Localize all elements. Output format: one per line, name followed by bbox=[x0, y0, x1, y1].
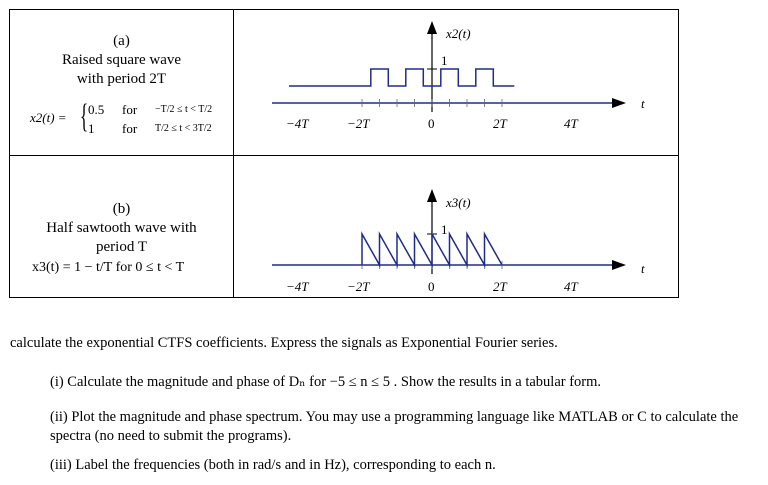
row1-tick-label-0: −4T bbox=[286, 116, 309, 131]
row1-label: (a) bbox=[113, 33, 130, 49]
row1-brace: { bbox=[80, 98, 89, 135]
row1-axis-var: t bbox=[641, 96, 645, 111]
sawtooth-wave-trace bbox=[362, 234, 502, 265]
row2-amp-axis-arrow bbox=[427, 189, 437, 202]
square-wave-plot bbox=[234, 10, 679, 155]
row1-title-line2: with period 2T bbox=[76, 71, 167, 87]
row2-formula: x3(t) = 1 − t/T for 0 ≤ t < T bbox=[32, 260, 185, 275]
row2-time-axis-arrow bbox=[612, 260, 626, 270]
row1-case2-for: for bbox=[122, 121, 138, 136]
row1-tick-label-4: 4T bbox=[564, 116, 578, 131]
row1-plot-label: x2(t) bbox=[446, 26, 471, 41]
square-wave-trace bbox=[289, 69, 514, 86]
row2-tick-label-0: −4T bbox=[286, 279, 309, 294]
row1-title-line1: Raised square wave bbox=[61, 52, 182, 68]
question-item-2 bbox=[50, 408, 765, 446]
row2-tick-label-3: 2T bbox=[493, 279, 507, 294]
row1-case2-cond: T/2 ≤ t < 3T/2 bbox=[155, 123, 212, 134]
row1-formula-lhs: x2(t) = bbox=[30, 110, 67, 125]
row2-title-line2: period T bbox=[96, 239, 147, 255]
row2-tick-label-2: 0 bbox=[428, 279, 435, 294]
intro-text: calculate the exponential CTFS coefficients. Express the signals as Exponential Fourier series. bbox=[10, 335, 558, 351]
row2-tick-label-1: −2T bbox=[347, 279, 370, 294]
question-item-1 bbox=[50, 373, 765, 392]
row2-amp-label: 1 bbox=[441, 222, 448, 237]
row2-axis-var: t bbox=[641, 261, 645, 276]
question-item-1-text: (i) Calculate the magnitude and phase of Dₙ for −5 ≤ n ≤ 5 . Show the results in a tabular form. bbox=[50, 374, 602, 390]
row1-case2-value: 1 bbox=[88, 121, 95, 136]
row2-tick-label-4: 4T bbox=[564, 279, 578, 294]
row1-tick-label-1: −2T bbox=[347, 116, 370, 131]
row1-case1-value: 0.5 bbox=[88, 102, 105, 117]
question-item-2-text: (ii) Plot the magnitude and phase spectrum. You may use a programming language like MATLAB or C to calculate the spectra (no need to submit the programs). bbox=[50, 409, 739, 444]
row2-description bbox=[10, 200, 233, 257]
question-item-3-text: (iii) Label the frequencies (both in rad/s and in Hz), corresponding to each n. bbox=[50, 457, 496, 473]
question-item-3 bbox=[50, 456, 765, 475]
row2-label: (b) bbox=[112, 201, 131, 217]
sawtooth-wave-plot bbox=[234, 156, 679, 299]
signal-table bbox=[9, 9, 679, 298]
row1-description bbox=[10, 32, 233, 89]
row1-case1-cond: −T/2 ≤ t < T/2 bbox=[155, 104, 213, 115]
row2-title-line1: Half sawtooth wave with bbox=[46, 220, 197, 236]
row1-tick-label-3: 2T bbox=[493, 116, 507, 131]
row1-amp-axis-arrow bbox=[427, 21, 437, 34]
row1-amp-label: 1 bbox=[441, 53, 448, 68]
row1-time-axis-arrow bbox=[612, 98, 626, 108]
row1-case1-for: for bbox=[122, 102, 138, 117]
row1-tick-label-2: 0 bbox=[428, 116, 435, 131]
row2-plot-label: x3(t) bbox=[446, 195, 471, 210]
